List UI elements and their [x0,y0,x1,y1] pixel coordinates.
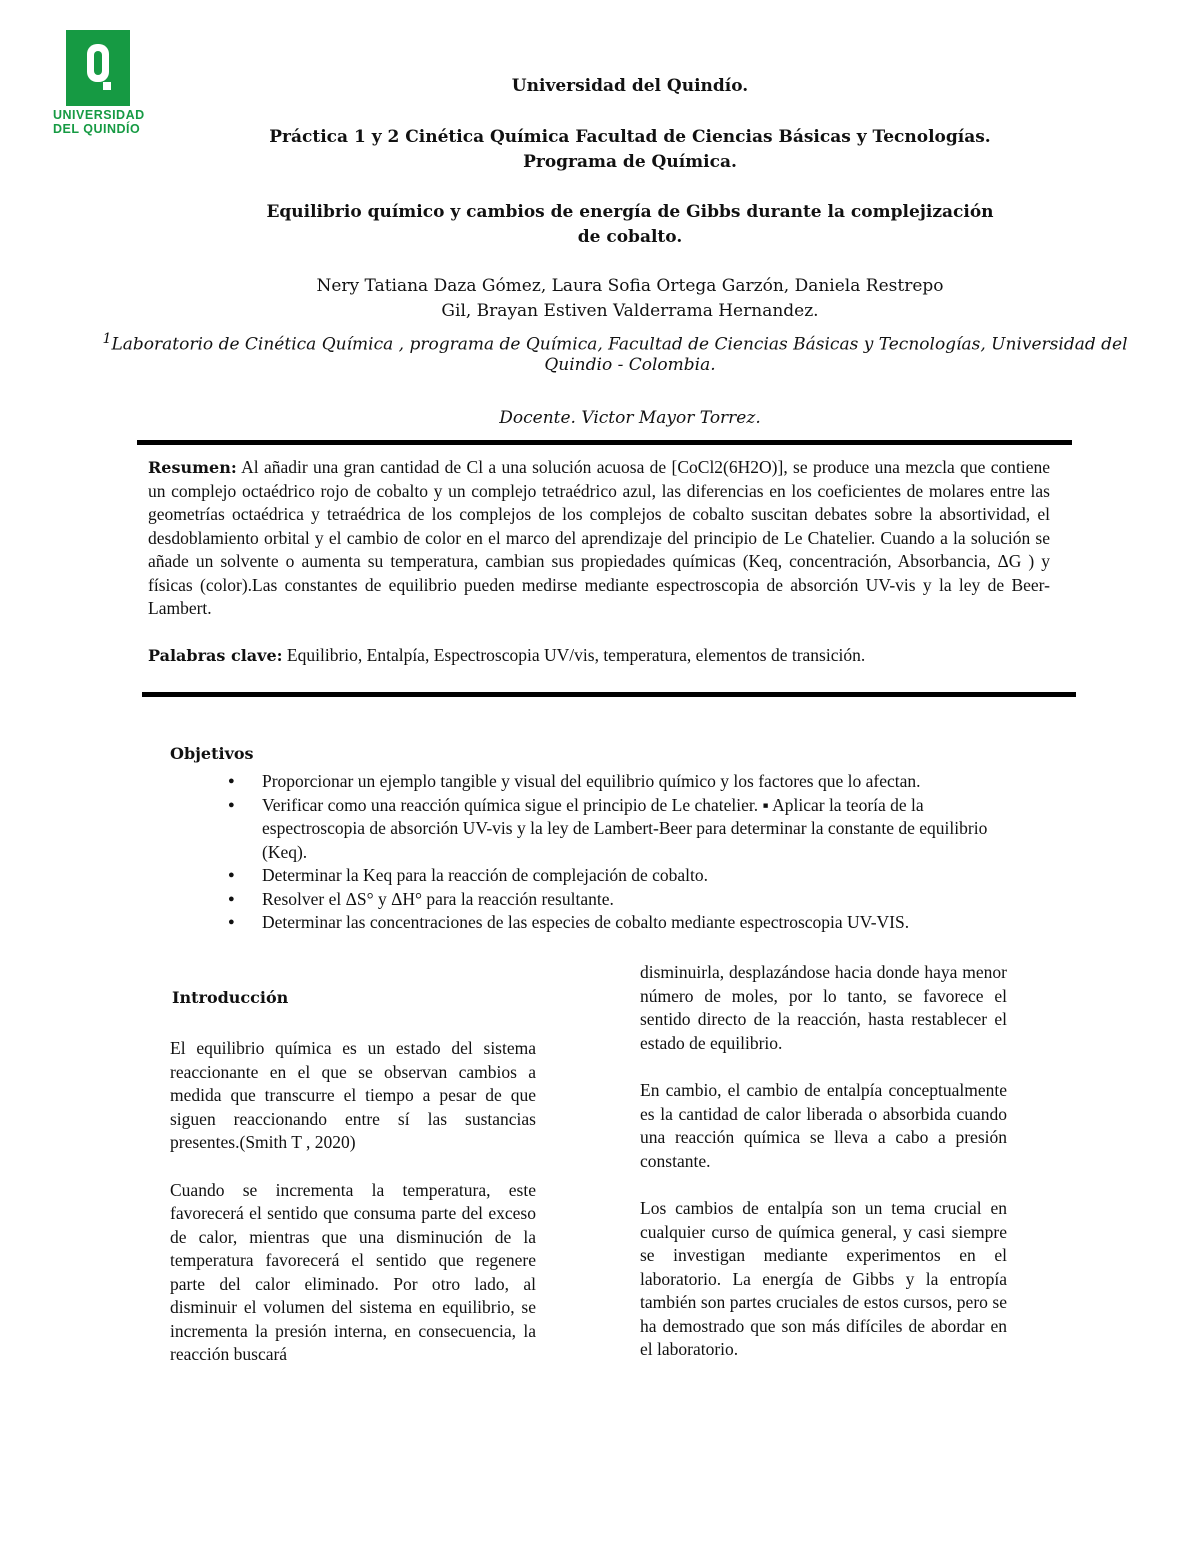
university-name: Universidad del Quindío. [511,76,749,96]
abstract-label: Resumen: [148,458,237,477]
affiliation-superscript: 1 [102,331,112,347]
logo-text-line1: UNIVERSIDAD [53,108,145,122]
paper-title-line2: de cobalto. [577,227,683,247]
logo-emblem-icon [66,30,130,106]
bullet-icon: ● [228,916,235,928]
affiliation-line2: Quindio - Colombia. [544,355,716,375]
introduction-title: Introducción [172,988,289,1007]
bottom-divider [142,692,1076,697]
objectives-section [170,770,1020,935]
objective-item: ● Resolver el ΔS° y ΔH° para la reacción resultante. [170,888,1020,912]
keywords-label: Palabras clave: [148,646,283,665]
objective-item: ● Proporcionar un ejemplo tangible y visual del equilibrio químico y los factores que lo afectan. [170,770,1020,794]
affiliation-text: Laboratorio de Cinética Química , programa de Química, Facultad de Ciencias Básicas y Tecnologías, Universidad del [111,334,1128,355]
paper-title-line1: Equilibrio químico y cambios de energía de Gibbs durante la complejización [266,202,994,222]
program-line: Programa de Química. [523,152,737,172]
university-logo [52,30,144,136]
authors-line1: Nery Tatiana Daza Gómez, Laura Sofia Ortega Garzón, Daniela Restrepo [316,276,944,296]
bullet-icon: ● [228,798,235,811]
course-line: Práctica 1 y 2 Cinética Química Facultad de Ciencias Básicas y Tecnologías. [269,127,991,147]
intro-paragraph-1: El equilibrio química es un estado del sistema reaccionante en el que se observan cambios a medida que transcurre el tiempo a pesar de que siguen reaccionando entre sí las sustancias presentes.(Smith T , 2020) [170,1038,536,1152]
objective-item: ● Determinar la Keq para la reacción de complejación de cobalto. [170,864,1020,888]
authors-line2: Gil, Brayan Estiven Valderrama Hernandez. [441,301,819,321]
abstract-text: Al añadir una gran cantidad de Cl a una solución acuosa de [CoCl2(6H2O)], se produce una mezcla que contiene un complejo octaédrico rojo de cobalto y un complejo tetraédrico azul, las diferencias en los coeficientes de molares entre las geometrías octaédrica y tetraédrica de los complejos de los complejos de cobalto suscitan debates sobre la absortividad, el desdoblamiento orbital y el cambio de color en el marco del aprendizaje del principio de Le Chatelier. Cuando a la solución se añade un solvente o aumenta su temperatura, cambian sus propiedades químicas (Keq, concentración, Absorbancia, ΔG ) y físicas (color).Las constantes de equilibrio pueden medirse mediante espectroscopia de absorción UV-vis y la ley de Beer-Lambert. [148,457,1050,618]
intro-paragraph-4: En cambio, el cambio de entalpía conceptualmente es la cantidad de calor liberada o absorbida cuando una reacción química se lleva a cabo a presión constante. [640,1080,1007,1171]
intro-paragraph-3: disminuirla, desplazándose hacia donde haya menor número de moles, por lo tanto, se favorece el sentido directo de la reacción, hasta restablecer el estado de equilibrio. [640,962,1007,1053]
intro-right-column [640,961,1007,1362]
bullet-icon: ● [228,869,235,881]
logo-text-line2: DEL QUINDÍO [53,122,141,136]
teacher-line: Docente. Victor Mayor Torrez. [499,408,761,428]
intro-left-column [170,1037,536,1367]
objective-item: ● Determinar las concentraciones de las especies de cobalto mediante espectroscopia UV-VIS. [170,911,1020,935]
objective-item: ● Verificar como una reacción química sigue el principio de Le chatelier. ▪ Aplicar la teoría de la espectroscopia de absorción UV-vis y la ley de Lambert-Beer para determinar la constante de equilibrio (Keq). [228,794,988,862]
keywords-text: Equilibrio, Entalpía, Espectroscopia UV/vis, temperatura, elementos de transición. [286,645,866,665]
top-divider [137,440,1072,445]
bullet-icon: ● [228,892,235,905]
bullet-icon: ● [228,775,235,787]
abstract [148,456,1050,621]
intro-paragraph-5: Los cambios de entalpía son un tema crucial en cualquier curso de química general, y casi siempre se investigan mediante experimentos en el laboratorio. La energía de Gibbs y la entropía también son partes cruciales de estos cursos, pero se ha demostrado que son más difíciles de abordar en el laboratorio. [640,1198,1007,1359]
keywords [148,644,1050,668]
intro-paragraph-2: Cuando se incrementa la temperatura, este favorecerá el sentido que consuma parte del exceso de calor, mientras que una disminución de la temperatura favorecerá el sentido que regenere parte del calor eliminado. Por otro lado, al disminuir el volumen del sistema en equilibrio, se incrementa la presión interna, en consecuencia, la reacción buscará [170,1179,536,1364]
objectives-title: Objetivos [170,744,254,763]
